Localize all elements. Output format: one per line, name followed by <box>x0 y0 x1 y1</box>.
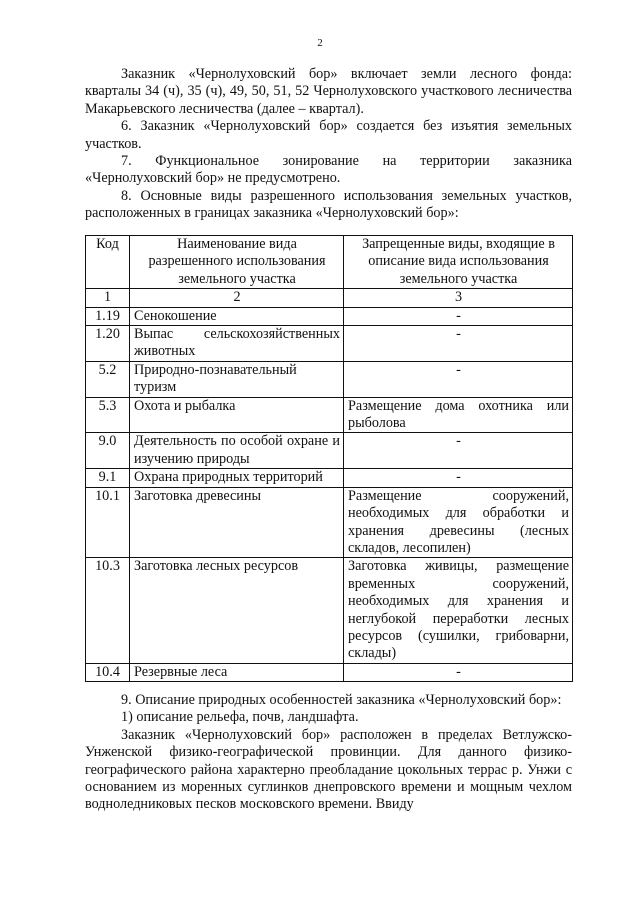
header-code: Код <box>86 236 130 289</box>
cell-use-name: Охрана природных территорий <box>130 469 344 487</box>
cell-code: 1.20 <box>86 326 130 362</box>
table-row <box>86 326 573 362</box>
paragraph-item-9: 9. Описание природных особенностей заказника «Чернолуховский бор»: <box>121 692 562 708</box>
table-row <box>86 397 573 433</box>
cell-forbidden: - <box>344 663 573 681</box>
cell-use-name: Охота и рыбалка <box>130 397 344 433</box>
table-row <box>86 469 573 487</box>
intro-text <box>85 66 572 223</box>
page-number: 2 <box>317 37 323 49</box>
cell-forbidden: Размещение сооружений, необходимых для обработки и хранения древесины (лесных складов, лесопилен) <box>344 487 573 558</box>
header-forbidden: Запрещенные виды, входящие в описание вида использования земельного участка <box>344 236 573 289</box>
cell-forbidden: Заготовка живицы, размещение временных сооружений, необходимых для хранения и неглубокой переработки лесных ресурсов (сушилки, грибоварни, склады) <box>344 558 573 663</box>
paragraph-subitem-1: 1) описание рельефа, почв, ландшафта. <box>121 709 359 726</box>
cell-code: 1.19 <box>86 307 130 325</box>
cell-use-name: Заготовка лесных ресурсов <box>130 558 344 663</box>
cell-use-name: Природно-познавательный туризм <box>130 361 344 397</box>
cell-code: 5.2 <box>86 361 130 397</box>
cell-code: 5.3 <box>86 397 130 433</box>
cell-code: 9.0 <box>86 433 130 469</box>
paragraph-item-8: 8. Основные виды разрешенного использования земельных участков, расположенных в границах заказника «Чернолуховский бор»: <box>85 187 572 222</box>
cell-use-name: Выпас сельскохозяйственных животных <box>130 326 344 362</box>
cell-use-name: Деятельность по особой охране и изучению природы <box>130 433 344 469</box>
cell-forbidden: - <box>344 326 573 362</box>
table-header-row <box>86 236 573 289</box>
cell-code: 9.1 <box>86 469 130 487</box>
table-row <box>86 307 573 325</box>
paragraph-item-6: 6. Заказник «Чернолуховский бор» создается без изъятия земельных участков. <box>85 118 572 152</box>
cell-code: 10.4 <box>86 663 130 681</box>
cell-forbidden: - <box>344 469 573 487</box>
cell-forbidden: - <box>344 433 573 469</box>
table-row <box>86 487 573 558</box>
cell-code: 10.3 <box>86 558 130 663</box>
table-row <box>86 433 573 469</box>
cell-use-name: Резервные леса <box>130 663 344 681</box>
cell-use-name: Сенокошение <box>130 307 344 325</box>
table-row <box>86 361 573 397</box>
paragraph-item-7: 7. Функциональное зонирование на территории заказника «Чернолуховский бор» не предусмотрено. <box>85 153 572 187</box>
column-number: 3 <box>344 289 573 307</box>
table-row <box>86 558 573 663</box>
cell-code: 10.1 <box>86 487 130 558</box>
cell-forbidden: - <box>344 307 573 325</box>
cell-forbidden: - <box>344 361 573 397</box>
table-row <box>86 663 573 681</box>
natural-features-text <box>85 692 572 814</box>
header-use-name: Наименование вида разрешенного использования земельного участка <box>130 236 344 289</box>
paragraph-province-description: Заказник «Чернолуховский бор» расположен в пределах Ветлужско-Унженской физико-географической провинции. Для данного физико-географического района характерно преобладание цокольных террас р. Унжи с основанием из моренных суглинков днепровского времени и мощным чехлом водноледниковых песков московского времени. Ввиду <box>85 726 572 813</box>
land-use-table-wrapper <box>85 235 572 682</box>
table-column-number-row <box>86 289 573 307</box>
land-use-table <box>85 235 573 682</box>
cell-use-name: Заготовка древесины <box>130 487 344 558</box>
column-number: 2 <box>130 289 344 307</box>
paragraph-reserve-lands: Заказник «Чернолуховский бор» включает земли лесного фонда: кварталы 34 (ч), 35 (ч), 49, 50, 51, 52 Чернолуховского участкового лесничества Макарьевского лесничества (далее – квартал). <box>85 66 572 117</box>
column-number: 1 <box>86 289 130 307</box>
cell-forbidden: Размещение дома охотника или рыболова <box>344 397 573 433</box>
